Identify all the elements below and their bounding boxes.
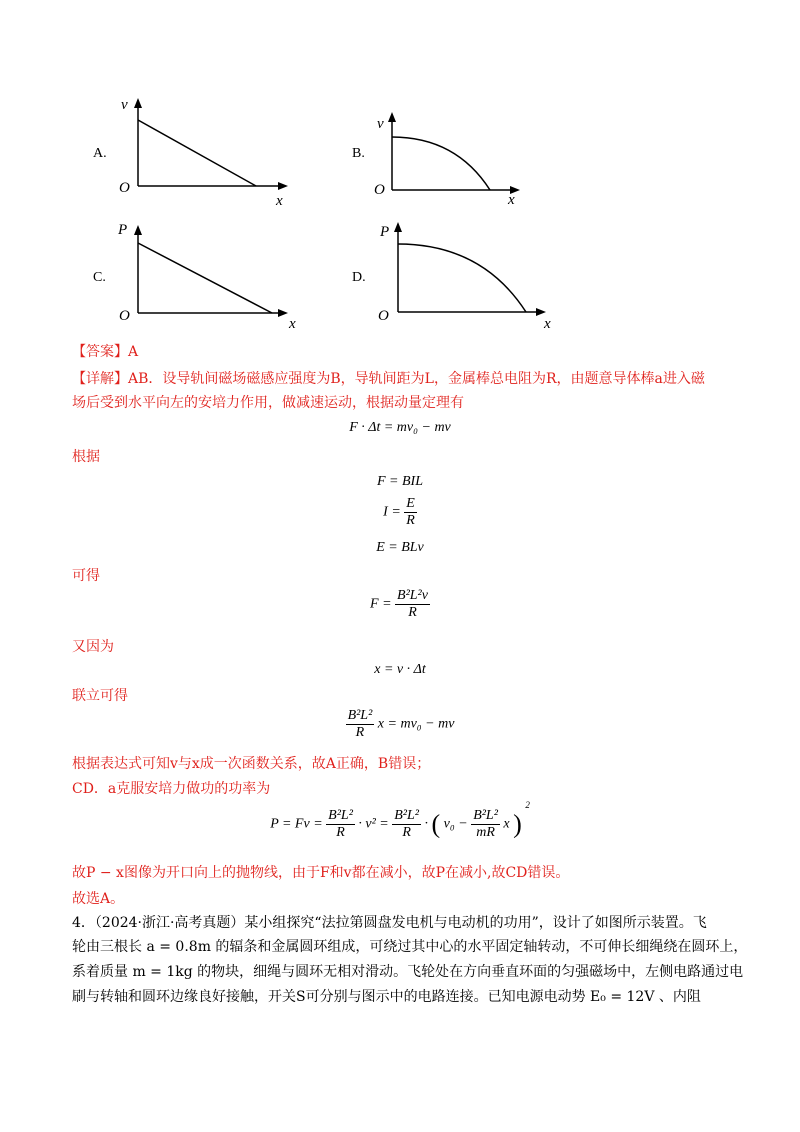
equation-momentum: F · Δt = mv₀ − mv: [349, 420, 451, 435]
answer-line: 【答案】A: [72, 344, 139, 360]
graph-a-origin: O: [119, 180, 130, 196]
eq3-num: E: [406, 496, 415, 511]
option-b-label: B.: [352, 146, 365, 161]
graph-b-y-label: v: [377, 116, 384, 132]
eq7-fraction: [346, 708, 375, 741]
eq5-den: R: [408, 605, 417, 620]
graph-b-curve: [392, 137, 490, 190]
graph-d: [392, 222, 552, 316]
equation-force: F = BIL: [377, 474, 423, 489]
combine-label: 联立可得: [72, 688, 128, 704]
eq8-c: ·: [424, 816, 428, 832]
eq8-den3: mR: [476, 825, 495, 840]
eq8-fraction-2: [392, 808, 421, 841]
eq5-fraction: [395, 588, 430, 621]
eq8-fraction-3: [471, 808, 500, 841]
question-4-line-3: 系着质量 m = 1kg 的物块，细绳与圆环无相对滑动。飞轮处在方向垂直环面的匀强磁场中，左侧电路通过电: [72, 964, 744, 980]
conclusion-cd: 故P − x图像为开口向上的抛物线，由于F和v都在减小，故P在减小,故CD错误。: [72, 865, 570, 881]
eq8-num1: B²L²: [328, 808, 353, 823]
equation-combined: [0, 708, 800, 741]
graph-c-origin: O: [119, 308, 130, 324]
question-4-line-2: 轮由三根长 a = 0.8m 的辐条和金属圆环组成，可绕过其中心的水平固定轴转动，不可伸长细绳绕在圆环上，: [72, 939, 748, 955]
eq8-num3: B²L²: [473, 808, 498, 823]
also-label: 又因为: [72, 639, 114, 655]
eq8-a: P = Fv =: [270, 816, 323, 832]
option-a-label: A.: [93, 146, 107, 161]
graph-d-y-label: P: [380, 224, 390, 240]
left-paren: (: [431, 809, 441, 839]
eq7-rhs: x = mv₀ − mv: [377, 716, 455, 732]
graph-a: [132, 98, 292, 190]
eq3-den: R: [406, 513, 415, 528]
graph-a-curve: [138, 120, 256, 186]
cd-intro: CD．a克服安培力做功的功率为: [72, 781, 271, 797]
eq7-den: R: [355, 725, 365, 740]
eq5-lhs: F =: [370, 596, 392, 612]
eq8-square: 2: [525, 800, 530, 811]
eq8-d: v₀ −: [443, 816, 468, 832]
according-label: 根据: [72, 449, 100, 465]
eq7-num: B²L²: [347, 708, 373, 723]
graph-c-curve: [138, 243, 272, 313]
graph-b: [386, 112, 526, 194]
detail-line-1: 【详解】AB．设导轨间磁场磁感应强度为B，导轨间距为L，金属棒总电阻为R，由题意导体棒a进入磁: [72, 371, 705, 387]
option-c-label: C.: [93, 270, 106, 285]
choose-line: 故选A。: [72, 891, 125, 907]
eq5-num: B²L²v: [397, 588, 428, 603]
option-d-label: D.: [352, 270, 366, 285]
eq8-den2: R: [402, 825, 411, 840]
right-paren: ): [513, 809, 522, 839]
obtain-label: 可得: [72, 568, 100, 584]
equation-power: [0, 800, 800, 841]
eq3-lhs: I =: [383, 504, 401, 520]
graph-c-x-label: x: [289, 316, 296, 332]
eq8-den1: R: [336, 825, 345, 840]
eq8-b: · v² =: [358, 816, 389, 832]
eq8-num2: B²L²: [394, 808, 419, 823]
graph-d-curve: [398, 244, 526, 312]
graph-d-origin: O: [378, 308, 389, 324]
graph-c: [132, 225, 292, 317]
question-4-line-4: 刷与转轴和圆环边缘良好接触，开关S可分别与图示中的电路连接。已知电源电动势 E₀ = 12V 、内阻: [72, 989, 701, 1005]
question-4-line-1: 4．（2024·浙江·高考真题）某小组探究“法拉第圆盘发电机与电动机的功用”，设计了如图所示装置。飞: [72, 915, 707, 931]
equation-displacement: x = v · Δt: [374, 662, 426, 677]
eq3-fraction: [404, 496, 417, 529]
conclusion-ab: 根据表达式可知v与x成一次函数关系，故A正确，B错误；: [72, 756, 431, 772]
detail-line-2: 场后受到水平向左的安培力作用，做减速运动，根据动量定理有: [72, 395, 464, 411]
graph-a-y-label: v: [121, 97, 128, 113]
eq8-fraction-1: [326, 808, 355, 841]
eq8-e: x: [503, 816, 510, 832]
graph-b-x-label: x: [508, 192, 515, 208]
equation-emf: E = BLv: [376, 540, 424, 555]
graph-b-origin: O: [374, 182, 385, 198]
graph-d-x-label: x: [544, 316, 551, 332]
graph-a-x-label: x: [276, 193, 283, 209]
graph-c-y-label: P: [118, 222, 128, 238]
equation-force-expanded: [0, 588, 800, 621]
equation-current: [0, 496, 800, 529]
